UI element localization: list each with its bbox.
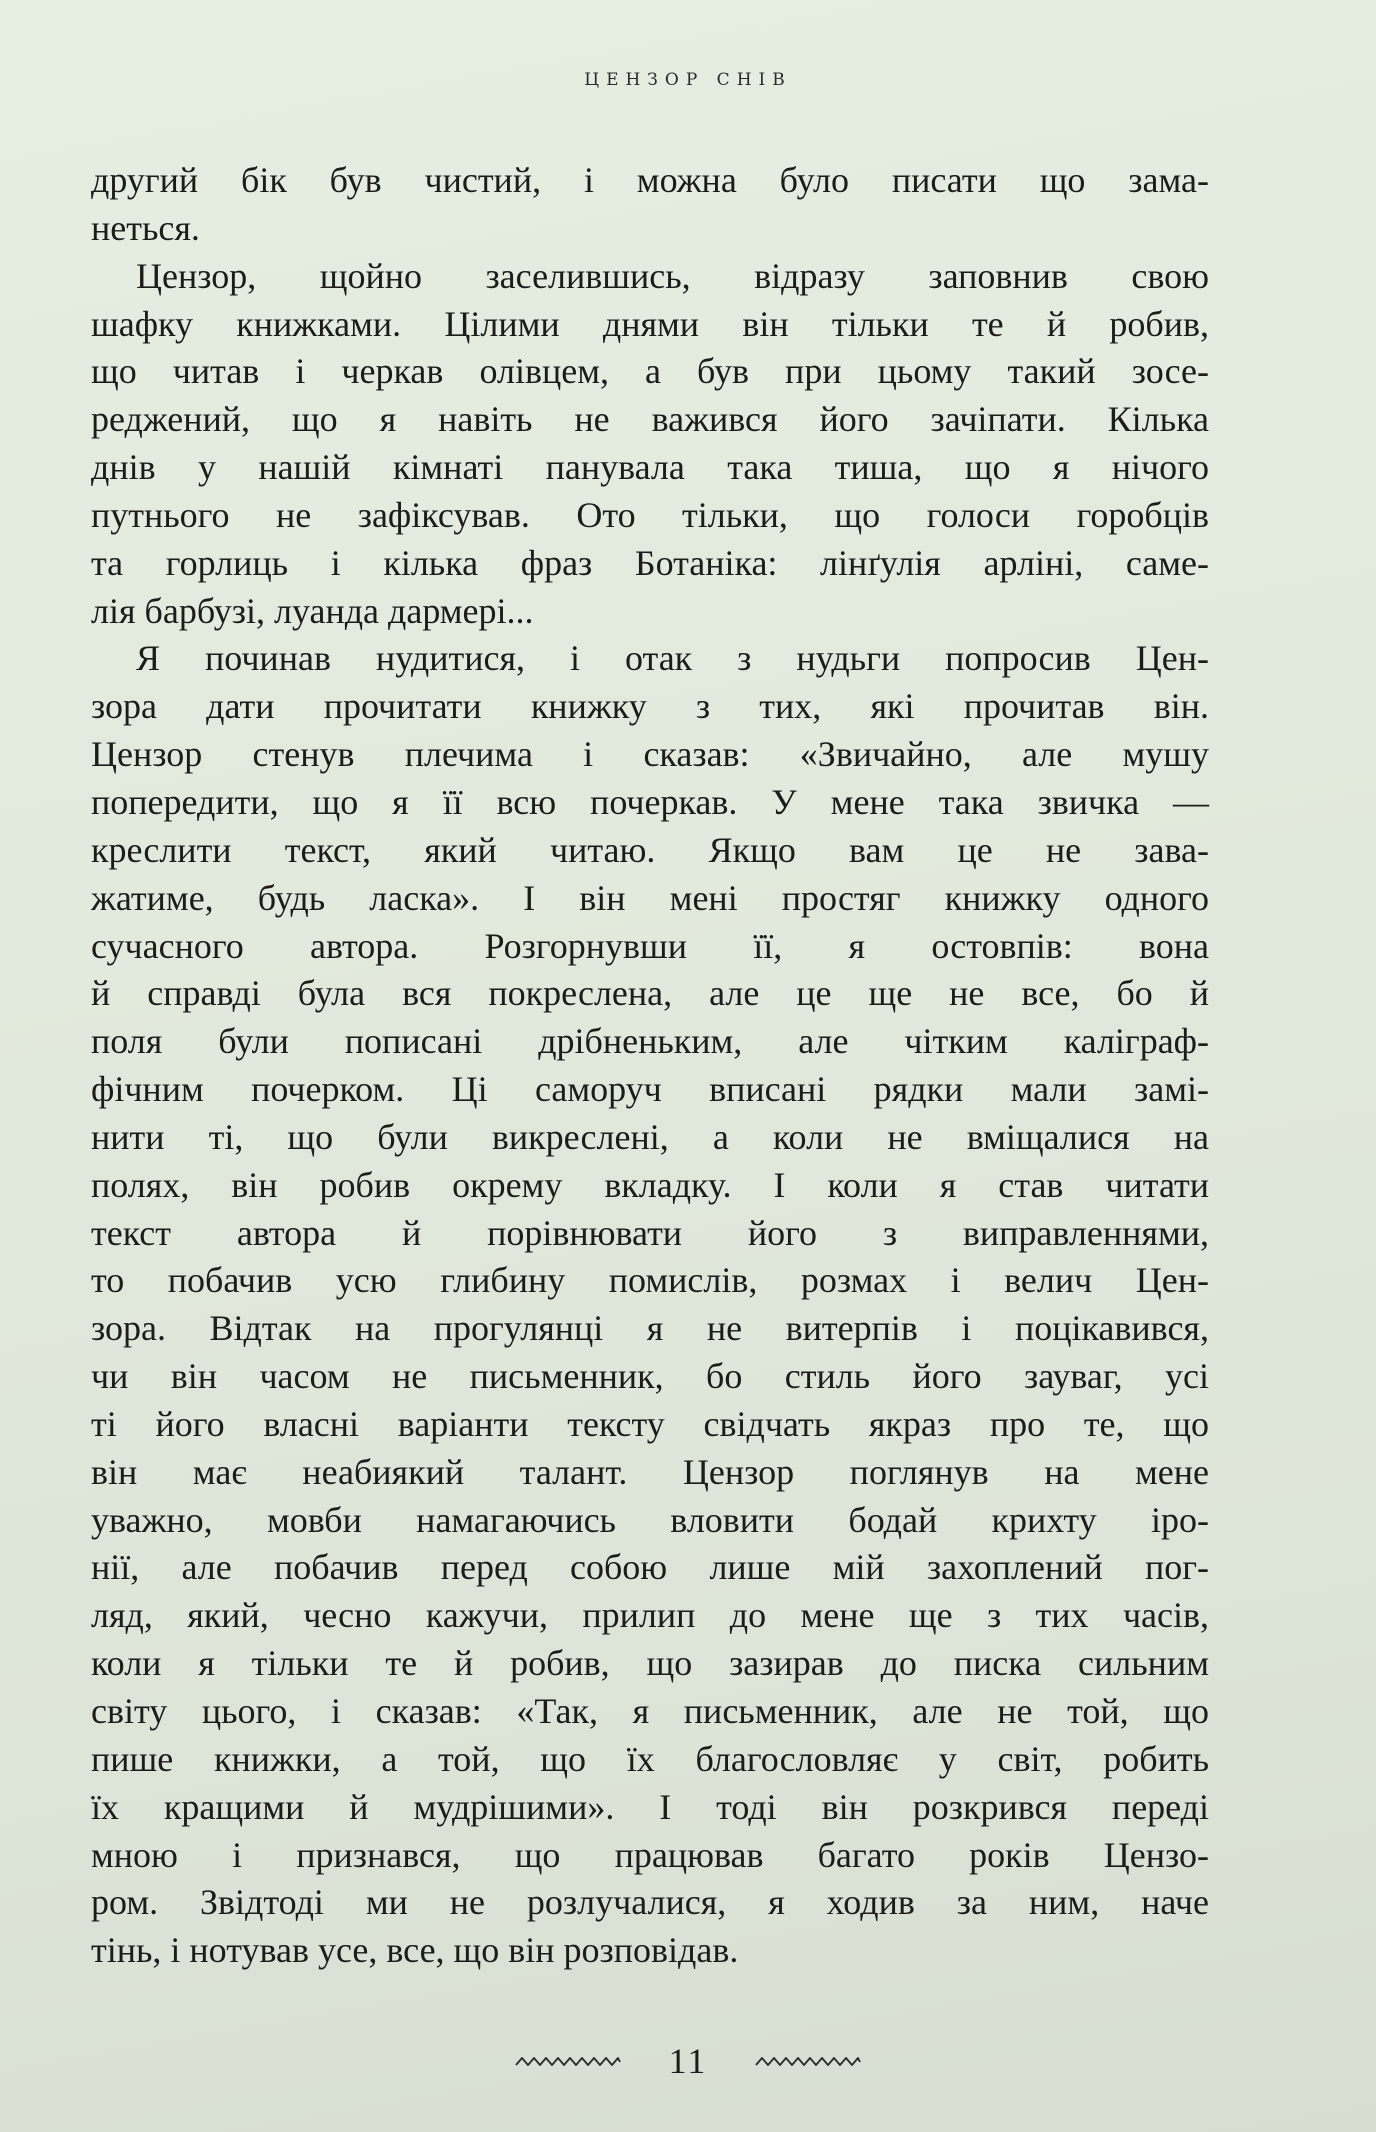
- text-line: мною і признався, що працював багато років Цензо-: [91, 1834, 1209, 1875]
- text-line: путнього не зафіксував. Ото тільки, що голоси горобців: [91, 494, 1209, 535]
- wavy-ornament-right-icon: [755, 2054, 861, 2068]
- text-line: нити ті, що були викреслені, а коли не вміщалися на: [91, 1116, 1209, 1157]
- text-line: уважно, мовби намагаючись вловити бодай крихту іро-: [91, 1499, 1209, 1540]
- text-line: Цензор стенув плечима і сказав: «Звичайно, але мушу: [91, 734, 1209, 775]
- text-line: ті його власні варіанти тексту свідчать якраз про те, що: [91, 1403, 1209, 1444]
- body-text: [91, 157, 1209, 1975]
- text-line: шафку книжками. Цілими днями він тільки те й робив,: [91, 303, 1209, 344]
- text-line: сучасного автора. Розгорнувши її, я остовпів: вона: [91, 925, 1209, 966]
- text-line: тінь, і нотував усе, все, що він розповідав.: [91, 1930, 739, 1971]
- text-line: другий бік був чистий, і можна було писати що зама-: [91, 160, 1209, 200]
- text-line: текст автора й порівнювати його з виправленнями,: [91, 1212, 1209, 1253]
- text-line: що читав і черкав олівцем, а був при цьому такий зосе-: [91, 351, 1209, 392]
- text-line: то побачив усю глибину помислів, розмах і велич Цен-: [91, 1260, 1209, 1301]
- page-number: 11: [668, 2041, 708, 2081]
- text-line: й справді була вся покреслена, але це ще не все, бо й: [91, 973, 1209, 1014]
- text-line: лія барбузі, луанда дармері...: [91, 590, 534, 631]
- text-line: ляд, який, чесно кажучи, прилип до мене ще з тих часів,: [91, 1595, 1209, 1636]
- page-footer: [0, 2040, 1376, 2082]
- running-head-title: ЦЕНЗОР СНІВ: [584, 70, 792, 90]
- text-line: чи він часом не письменник, бо стиль його зауваг, усі: [91, 1356, 1209, 1397]
- text-line: полях, він робив окрему вкладку. І коли я став читати: [91, 1164, 1209, 1205]
- text-line: креслити текст, який читаю. Якщо вам це не зава-: [91, 829, 1209, 870]
- text-line: пише книжки, а той, що їх благословляє у світ, робить: [91, 1738, 1209, 1779]
- text-line: фічним почерком. Ці саморуч вписані рядки мали замі-: [91, 1069, 1209, 1110]
- text-line: та горлиць і кілька фраз Ботаніка: лінґулія арліні, саме-: [91, 542, 1209, 583]
- text-line: зора. Відтак на прогулянці я не витерпів і поцікавився,: [91, 1308, 1209, 1349]
- wavy-ornament-left-icon: [515, 2054, 621, 2068]
- text-line: неться.: [91, 207, 200, 248]
- text-line: зора дати прочитати книжку з тих, які прочитав він.: [91, 686, 1209, 727]
- text-line: він має неабиякий талант. Цензор поглянув на мене: [91, 1451, 1209, 1492]
- text-line: попередити, що я її всю почеркав. У мене така звичка —: [91, 781, 1209, 822]
- paragraph-start-line: Я починав нудитися, і отак з нудьги попросив Цен-: [136, 638, 1209, 679]
- text-line: нії, але побачив перед собою лише мій захоплений пог-: [91, 1547, 1209, 1588]
- text-line: днів у нашій кімнаті панувала така тиша, що я нічого: [91, 447, 1209, 488]
- text-line: реджений, що я навіть не важився його зачіпати. Кілька: [91, 399, 1209, 440]
- text-line: коли я тільки те й робив, що зазирав до писка сильним: [91, 1643, 1209, 1684]
- text-line: поля були пописані дрібненьким, але чітким каліграф-: [91, 1021, 1209, 1062]
- text-line: жатиме, будь ласка». І він мені простяг книжку одного: [91, 877, 1209, 918]
- text-line: ром. Звідтоді ми не розлучалися, я ходив за ним, наче: [91, 1882, 1209, 1923]
- text-line: світу цього, і сказав: «Так, я письменник, але не той, що: [91, 1691, 1209, 1731]
- text-line: їх кращими й мудрішими». І тоді він розкрився переді: [91, 1786, 1209, 1827]
- running-head: [0, 70, 1376, 90]
- paragraph-start-line: Цензор, щойно заселившись, відразу заповнив свою: [136, 255, 1209, 296]
